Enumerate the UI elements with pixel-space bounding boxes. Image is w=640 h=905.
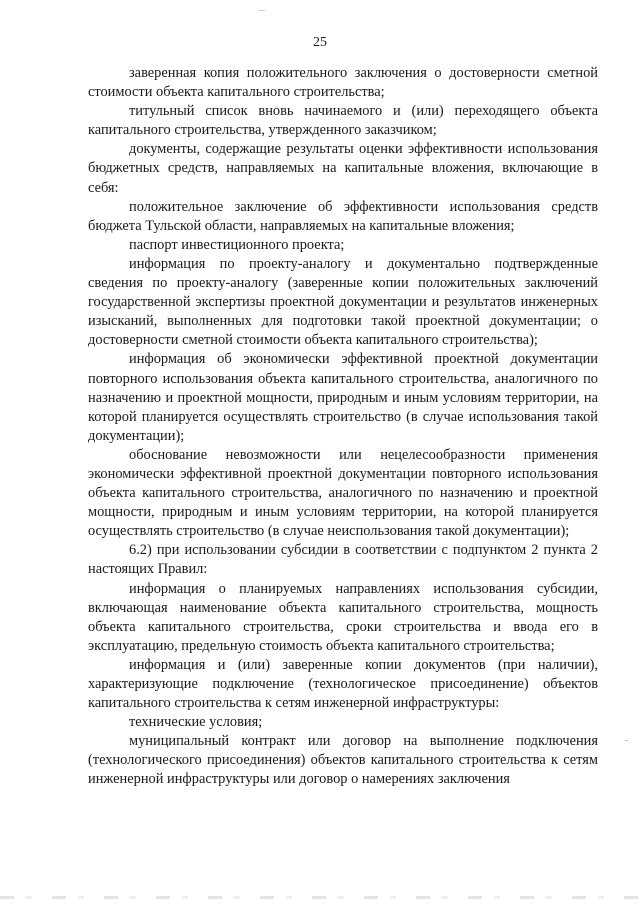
paragraph-certified-copy: заверенная копия положительного заключения о достоверности сметной стоимости объекта капитального строительства; (88, 65, 598, 101)
paragraph-subsidy-directions: информация о планируемых направлениях использования субсидии, включающая наименование объекта капитального строительства, мощность объекта капитального строительства, сроки строительства и ввода его в эксплуатацию, предельную стоимость объекта капитального строительства; (88, 580, 598, 654)
scan-speck-top (259, 10, 265, 11)
paragraph-positive-conclusion: положительное заключение об эффективности использования средств бюджета Тульской области, направляемых на капитальные вложения; (88, 198, 598, 234)
paragraph-reuse-documentation: информация об экономически эффективной проектной документации повторного использования объекта капитального строительства, аналогичного по назначению и проектной мощности, природным и иным условиям территории, на которой планируется осуществлять строительство (в случае использования такой документации); (88, 351, 598, 444)
document-body (88, 64, 598, 790)
paragraph-impossibility-justification: обоснование невозможности или нецелесообразности применения экономически эффективной проектной документации повторного использования объекта капитального строительства, аналогичного по назначению и проектной мощности, природным и иным условиям территории, на которой планируется осуществлять строительство (в случае неиспользования такой документации); (88, 446, 598, 540)
paragraph-title-list: титульный список вновь начинаемого и (или) переходящего объекта капитального строительства, утвержденного заказчиком; (88, 103, 598, 139)
paragraph-technical-conditions: технические условия; (129, 714, 263, 731)
paragraph-analog-project-info: информация по проекту-аналогу и документально подтвержденные сведения по проекту-аналогу (заверенные копии положительных заключений государственной экспертизы проектной документации и результатов инженерных изысканий, выполненных для подготовки такой проектной документации; о достоверности сметной стоимости объекта капитального строительства); (88, 255, 598, 349)
paragraph-municipal-contract: муниципальный контракт или договор на выполнение подключения (технологического присоединения) объектов капитального строительства к сетям инженерной инфраструктуры или договор о намерениях заключения (88, 733, 598, 788)
scan-noise-bottom (0, 896, 640, 899)
paragraph-efficiency-documents: документы, содержащие результаты оценки эффективности использования бюджетных средств, направляемых на капитальные вложения, включающие в себя: (88, 141, 598, 196)
paragraph-connection-documents: информация и (или) заверенные копии документов (при наличии), характеризующие подключение (технологическое присоединение) объектов капитального строительства к сетям инженерной инфраструктуры: (88, 656, 598, 712)
paragraph-subsidy-6-2: 6.2) при использовании субсидии в соответствии с подпунктом 2 пункта 2 настоящих Правил: (88, 542, 598, 578)
paragraph-investment-passport: паспорт инвестиционного проекта; (129, 236, 345, 253)
scan-speck-side (625, 740, 628, 741)
page-number: 25 (313, 35, 327, 50)
